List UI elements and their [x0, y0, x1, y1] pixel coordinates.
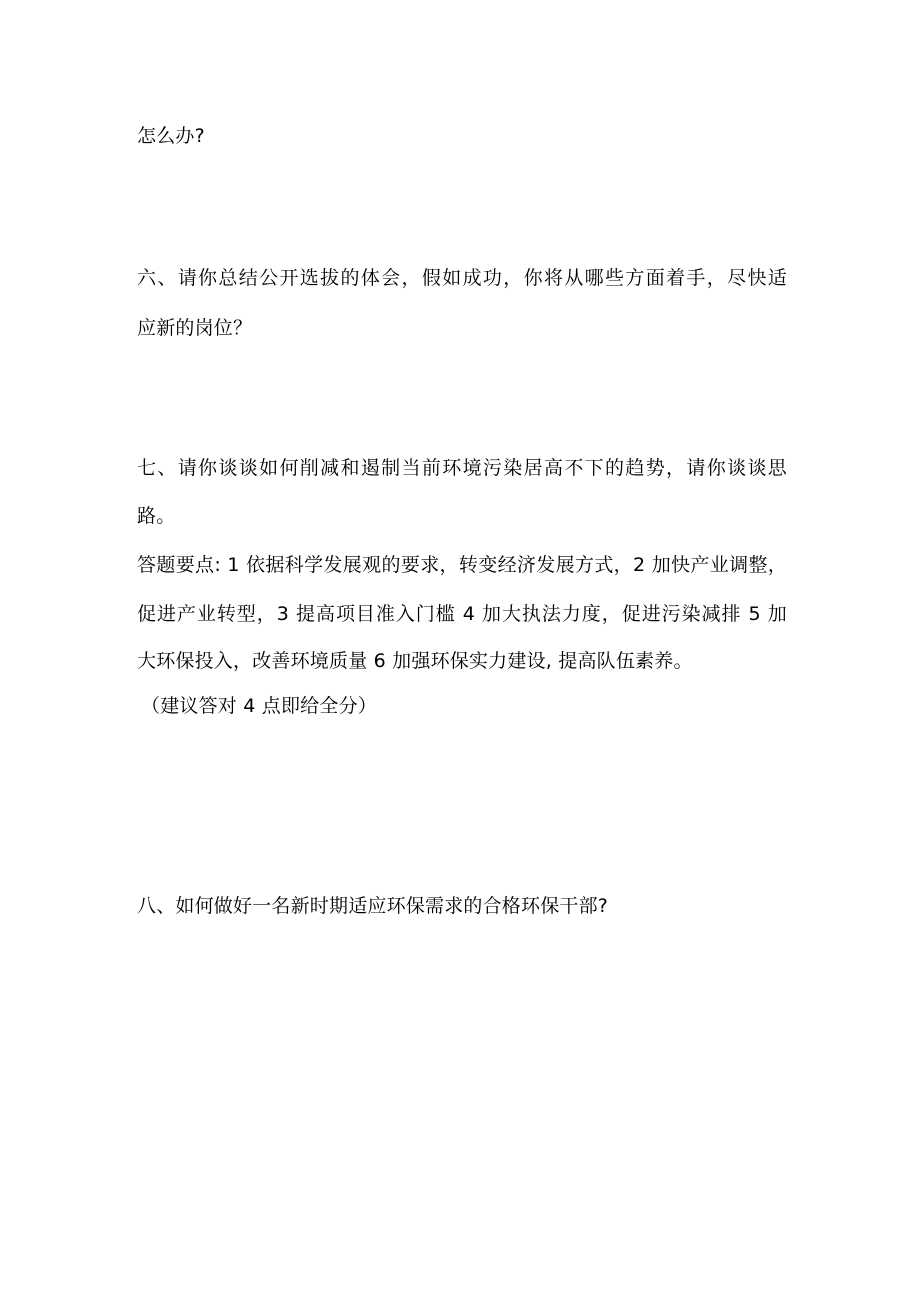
- question-eight: 八、如何做好一名新时期适应环保需求的合格环保干部?: [137, 895, 609, 917]
- answer-points-line-2: 促进产业转型，3 提高项目准入门槛 4 加大执法力度，促进污染减排 5 加: [137, 603, 787, 625]
- answer-points-line-3: 大环保投入，改善环境质量 6 加强环保实力建设, 提高队伍素养。: [137, 650, 693, 672]
- question-six-line-2: 应新的岗位？: [137, 317, 253, 339]
- answer-points-line-1: 答题要点: 1 依据科学发展观的要求，转变经济发展方式，2 加快产业调整，: [137, 554, 787, 576]
- text-line: 怎么办?: [137, 125, 205, 147]
- question-seven-line-2: 路。: [137, 505, 176, 527]
- scoring-note: （建议答对 4 点即给全分）: [141, 695, 377, 717]
- question-six-line-1: 六、请你总结公开选拔的体会，假如成功，你将从哪些方面着手，尽快适: [137, 267, 787, 289]
- question-seven-line-1: 七、请你谈谈如何削减和遏制当前环境污染居高不下的趋势，请你谈谈思: [137, 457, 787, 479]
